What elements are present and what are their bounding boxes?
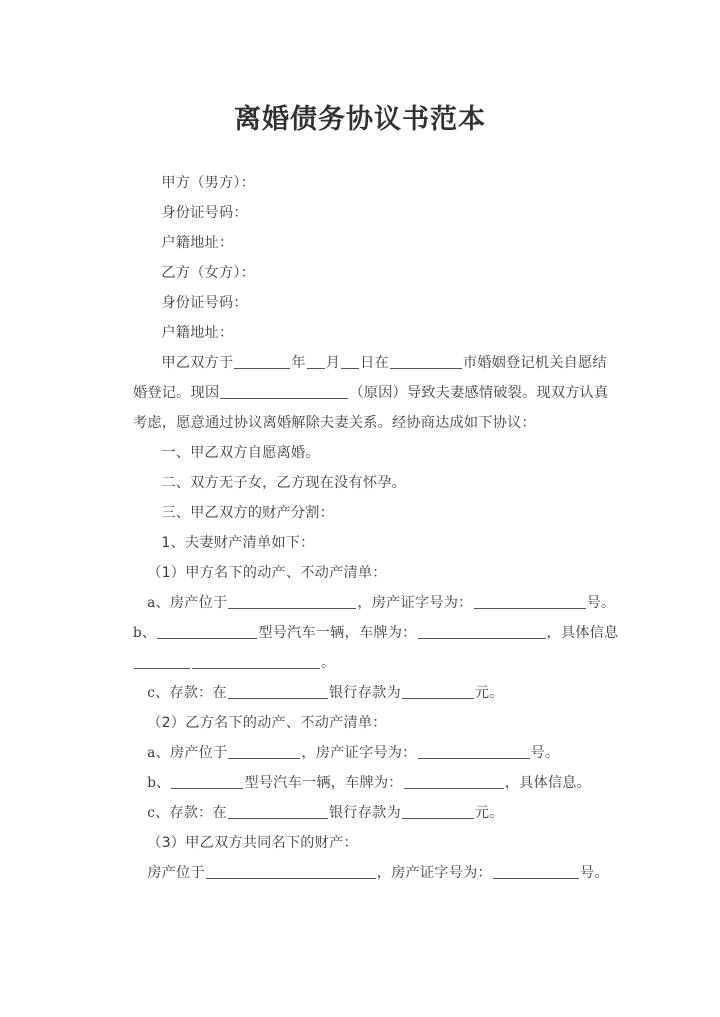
- preamble-segment-2: 年: [291, 355, 306, 371]
- preamble-segment-1: 甲乙双方于: [161, 355, 234, 371]
- section-b-heading: （2）乙方名下的动产、不动产清单：: [147, 715, 387, 731]
- blank-marriage-day[interactable]: [341, 355, 359, 369]
- preamble-segment-3: 月: [325, 355, 341, 371]
- blank-joint-property-cert[interactable]: [493, 865, 579, 879]
- section-b-item-a-segment-3: 号。: [530, 745, 560, 761]
- section-a-item-a-segment-1: 、房产位于: [155, 595, 228, 611]
- section-a-item-b-segment-1: 、: [141, 625, 157, 641]
- clause-item-4: 1、夫妻财产清单如下：: [161, 535, 315, 551]
- blank-a-car-detail-1[interactable]: [134, 655, 190, 669]
- preamble-paragraph: [133, 348, 619, 438]
- section-a-item-b-segment-3: ，具体信息: [546, 625, 619, 641]
- section-b-item-b-segment-1: 、: [156, 775, 171, 791]
- blank-a-car-detail-2[interactable]: [192, 655, 320, 669]
- section-a-item-b-segment-4: 。: [321, 655, 336, 671]
- item-marker-c: c: [147, 805, 155, 821]
- item-marker-c: c: [147, 685, 155, 701]
- section-a-item-a-segment-2: ，房产证字号为：: [357, 595, 473, 611]
- blank-marriage-month[interactable]: [307, 355, 325, 369]
- section-a-item-b: [133, 618, 619, 678]
- section-a-item-a-segment-3: 号。: [586, 595, 616, 611]
- blank-a-bank-amount[interactable]: [402, 685, 474, 699]
- section-b-item-a-segment-1: 、房产位于: [155, 745, 228, 761]
- section-b-item-c-segment-2: 银行存款为: [328, 805, 401, 821]
- blank-b-car-model[interactable]: [171, 775, 243, 789]
- blank-joint-property-location[interactable]: [206, 865, 376, 879]
- blank-b-car-plate[interactable]: [404, 775, 504, 789]
- document-body: [133, 168, 619, 888]
- section-c-heading: （3）甲乙双方共同名下的财产：: [147, 835, 358, 851]
- section-b-item-c-segment-3: 元。: [474, 805, 504, 821]
- section-c-property-line: [133, 858, 619, 888]
- party-field-a-address: 户籍地址：: [161, 235, 234, 251]
- item-marker-b: b: [133, 625, 142, 641]
- clause-item-1: 一、甲乙双方自愿离婚。: [161, 445, 320, 461]
- section-b-item-a: [133, 738, 619, 768]
- party-field-a-name: 甲方（男方）：: [161, 175, 256, 191]
- clause-item-2: 二、双方无子女，乙方现在没有怀孕。: [161, 475, 406, 491]
- preamble-segment-6: （原因）导致夫妻感情破裂。现双方认真考虑，愿意通过协议离婚解除夫妻关系。经协商达成如下协议：: [133, 385, 609, 431]
- section-b-item-b: [133, 768, 619, 798]
- preamble-segment-4: 日在: [360, 355, 389, 371]
- section-c-segment-2: ，房产证字号为：: [376, 865, 492, 881]
- item-marker-a: a: [147, 745, 156, 761]
- section-b-item-a-segment-2: ，房产证字号为：: [301, 745, 417, 761]
- blank-b-property-cert[interactable]: [418, 745, 530, 759]
- blank-a-bank-name[interactable]: [228, 685, 328, 699]
- section-a-item-c-segment-3: 元。: [474, 685, 504, 701]
- section-c-segment-1: 房产位于: [147, 865, 205, 881]
- section-a-item-c-segment-2: 银行存款为: [328, 685, 401, 701]
- item-marker-b: b: [147, 775, 157, 791]
- clause-item-3: 三、甲乙双方的财产分割：: [161, 505, 335, 521]
- section-a-item-b-segment-2: 型号汽车一辆，车牌为：: [258, 625, 417, 641]
- section-b-item-b-segment-2: 型号汽车一辆，车牌为：: [244, 775, 403, 791]
- blank-registration-city[interactable]: [390, 355, 462, 369]
- blank-a-property-location[interactable]: [228, 595, 356, 609]
- blank-b-bank-name[interactable]: [228, 805, 328, 819]
- blank-divorce-reason[interactable]: [220, 385, 348, 399]
- section-b-item-b-segment-3: ，具体信息。: [504, 775, 592, 791]
- party-field-b-id: 身份证号码：: [161, 295, 248, 311]
- section-b-item-c: [133, 798, 619, 828]
- section-a-item-c: [133, 678, 619, 708]
- section-a-item-c-segment-1: 、存款：在: [154, 685, 227, 701]
- section-c-segment-3: 号。: [579, 865, 609, 881]
- section-a-item-a: [133, 588, 619, 618]
- blank-b-property-location[interactable]: [228, 745, 300, 759]
- party-field-b-name: 乙方（女方）：: [161, 265, 256, 281]
- party-field-a-id: 身份证号码：: [161, 205, 248, 221]
- item-marker-a: a: [147, 595, 156, 611]
- party-field-b-address: 户籍地址：: [161, 325, 234, 341]
- blank-a-car-model[interactable]: [157, 625, 257, 639]
- blank-marriage-year[interactable]: [234, 355, 290, 369]
- blank-a-car-plate[interactable]: [418, 625, 546, 639]
- blank-a-property-cert[interactable]: [474, 595, 586, 609]
- section-b-item-c-segment-1: 、存款：在: [154, 805, 227, 821]
- blank-b-bank-amount[interactable]: [402, 805, 474, 819]
- preamble-segment-5: 市婚姻登记机关自愿结婚登记。现因: [133, 355, 607, 401]
- section-a-heading: （1）甲方名下的动产、不动产清单：: [147, 565, 387, 581]
- page-title: 离婚债务协议书范本: [234, 104, 486, 135]
